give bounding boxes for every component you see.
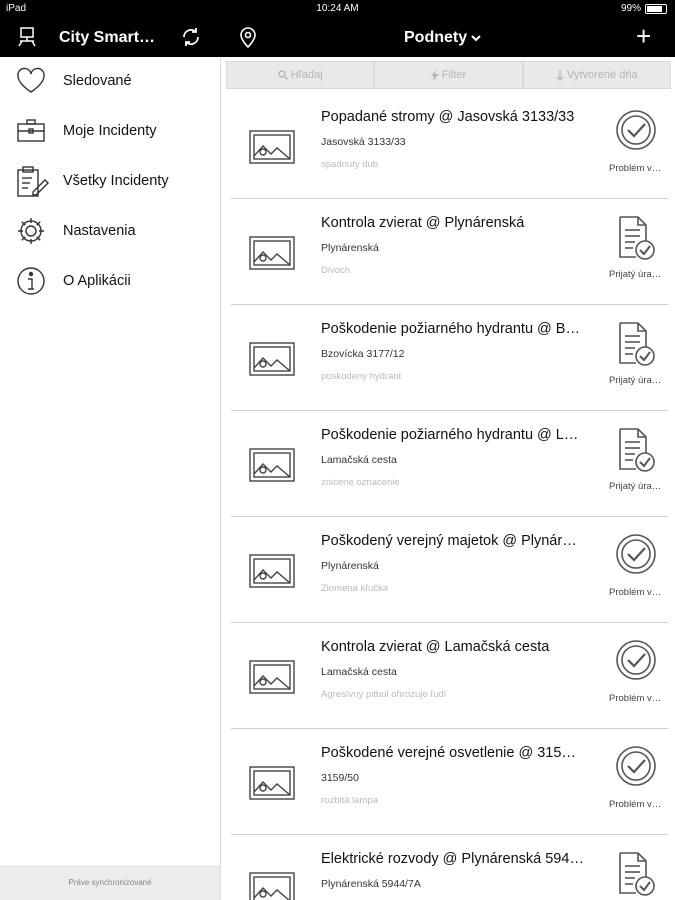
sidebar-item-label: Moje Incidenty (63, 123, 157, 139)
app-title: City Smart… (59, 29, 156, 46)
sort-label: Vytvorené dňa (567, 69, 638, 81)
incident-address: Lamačská cesta (321, 454, 397, 466)
chevron-down-icon (471, 34, 481, 42)
app-logo-icon (16, 26, 38, 53)
incident-address: Jasovská 3133/33 (321, 136, 406, 148)
list-toolbar (226, 61, 671, 89)
incident-address: Lamačská cesta (321, 666, 397, 678)
sort-button[interactable] (523, 61, 671, 89)
status-bar (0, 0, 675, 18)
incident-description: Agresívny pitbul ohrozuje ľudí (321, 689, 447, 700)
category-dropdown[interactable] (404, 29, 481, 47)
incident-title: Poškodené verejné osvetlenie @ 315… (321, 745, 576, 761)
incident-title: Poškodenie požiarného hydrantu @ L… (321, 427, 579, 443)
incident-description: rozbitá lampa (321, 795, 379, 806)
incident-description: Zlomená kľučka (321, 583, 389, 594)
incident-row[interactable] (231, 411, 668, 517)
image-placeholder-icon (249, 660, 295, 694)
page-title: Podnety (404, 29, 468, 46)
sync-status: Práve synchronizované (0, 865, 220, 900)
image-placeholder-icon (249, 130, 295, 164)
sidebar-item-nastavenia[interactable] (0, 207, 220, 257)
top-bar (0, 18, 675, 57)
incident-title: Poškodený verejný majetok @ Plynár… (321, 533, 577, 549)
image-placeholder-icon (249, 872, 295, 900)
search-label: Hľadaj (290, 69, 323, 81)
document-check-icon (615, 321, 657, 372)
incident-title: Kontrola zvierat @ Lamačská cesta (321, 639, 550, 655)
incident-status: Problém v… (609, 693, 662, 704)
filter-button[interactable] (374, 61, 522, 89)
sidebar-item-label: Sledované (63, 73, 132, 89)
incident-title: Elektrické rozvody @ Plynárenská 594… (321, 851, 584, 867)
sidebar-item-o-aplikacii[interactable] (0, 257, 220, 307)
battery-icon (645, 4, 667, 14)
incident-description: spadnuty dub (321, 159, 379, 170)
gear-icon (15, 215, 47, 247)
incident-row[interactable] (231, 199, 668, 305)
sync-icon[interactable] (180, 26, 202, 53)
battery-percent: 99% (620, 3, 641, 14)
incident-status: Prijatý úra… (609, 481, 662, 492)
sidebar-item-moje-incidenty[interactable] (0, 107, 220, 157)
incident-list (221, 93, 675, 900)
arrow-down-icon (556, 70, 564, 81)
device-name: iPad (6, 3, 27, 14)
incident-status: Prijatý úra… (609, 375, 662, 386)
incident-row[interactable] (231, 835, 668, 900)
check-circle-icon (615, 745, 657, 792)
incident-status: Problém v… (609, 799, 662, 810)
check-circle-icon (615, 639, 657, 686)
incident-address: Plynárenská (321, 242, 379, 254)
incident-address: Plynárenská (321, 560, 379, 572)
incident-row[interactable] (231, 93, 668, 199)
incident-address: Bzovícka 3177/12 (321, 348, 405, 360)
incident-description: znicene oznacenie (321, 477, 400, 488)
clipboard-edit-icon (15, 165, 49, 199)
incident-description: Divoch (321, 265, 351, 276)
incident-row[interactable] (231, 517, 668, 623)
filter-label: Filter (441, 69, 467, 81)
sidebar-item-label: O Aplikácii (63, 273, 131, 289)
briefcase-icon (15, 115, 47, 147)
search-button[interactable] (226, 61, 374, 89)
image-placeholder-icon (249, 554, 295, 588)
sidebar-item-vsetky-incidenty[interactable] (0, 157, 220, 207)
incident-title: Poškodenie požiarného hydrantu @ B… (321, 321, 580, 337)
location-pin-icon[interactable] (238, 26, 258, 53)
image-placeholder-icon (249, 236, 295, 270)
incident-title: Popadané stromy @ Jasovská 3133/33 (321, 109, 575, 125)
incident-row[interactable] (231, 729, 668, 835)
incident-row[interactable] (231, 305, 668, 411)
sidebar-item-label: Všetky Incidenty (63, 173, 169, 189)
incident-row[interactable] (231, 623, 668, 729)
incident-status: Prijatý úra… (609, 269, 662, 280)
sidebar (0, 57, 220, 900)
sidebar-item-sledovane[interactable] (0, 57, 220, 107)
heart-icon (15, 65, 47, 97)
document-check-icon (615, 215, 657, 266)
add-incident-button[interactable]: + (636, 21, 652, 51)
incident-list-pane (220, 57, 675, 900)
clock: 10:24 AM (316, 3, 359, 14)
check-circle-icon (615, 109, 657, 156)
incident-address: 3159/50 (321, 772, 359, 784)
incident-title: Kontrola zvierat @ Plynárenská (321, 215, 525, 231)
incident-description: poskodeny hydrant (321, 371, 402, 382)
image-placeholder-icon (249, 766, 295, 800)
incident-status: Problém v… (609, 163, 662, 174)
image-placeholder-icon (249, 448, 295, 482)
incident-status: Problém v… (609, 587, 662, 598)
check-circle-icon (615, 533, 657, 580)
incident-address: Plynárenská 5944/7A (321, 878, 421, 890)
info-icon (15, 265, 47, 297)
document-check-icon (615, 851, 657, 900)
document-check-icon (615, 427, 657, 478)
lightning-icon (431, 70, 439, 81)
sidebar-item-label: Nastavenia (63, 223, 136, 239)
search-icon (278, 70, 288, 80)
status-right (621, 3, 667, 14)
image-placeholder-icon (249, 342, 295, 376)
